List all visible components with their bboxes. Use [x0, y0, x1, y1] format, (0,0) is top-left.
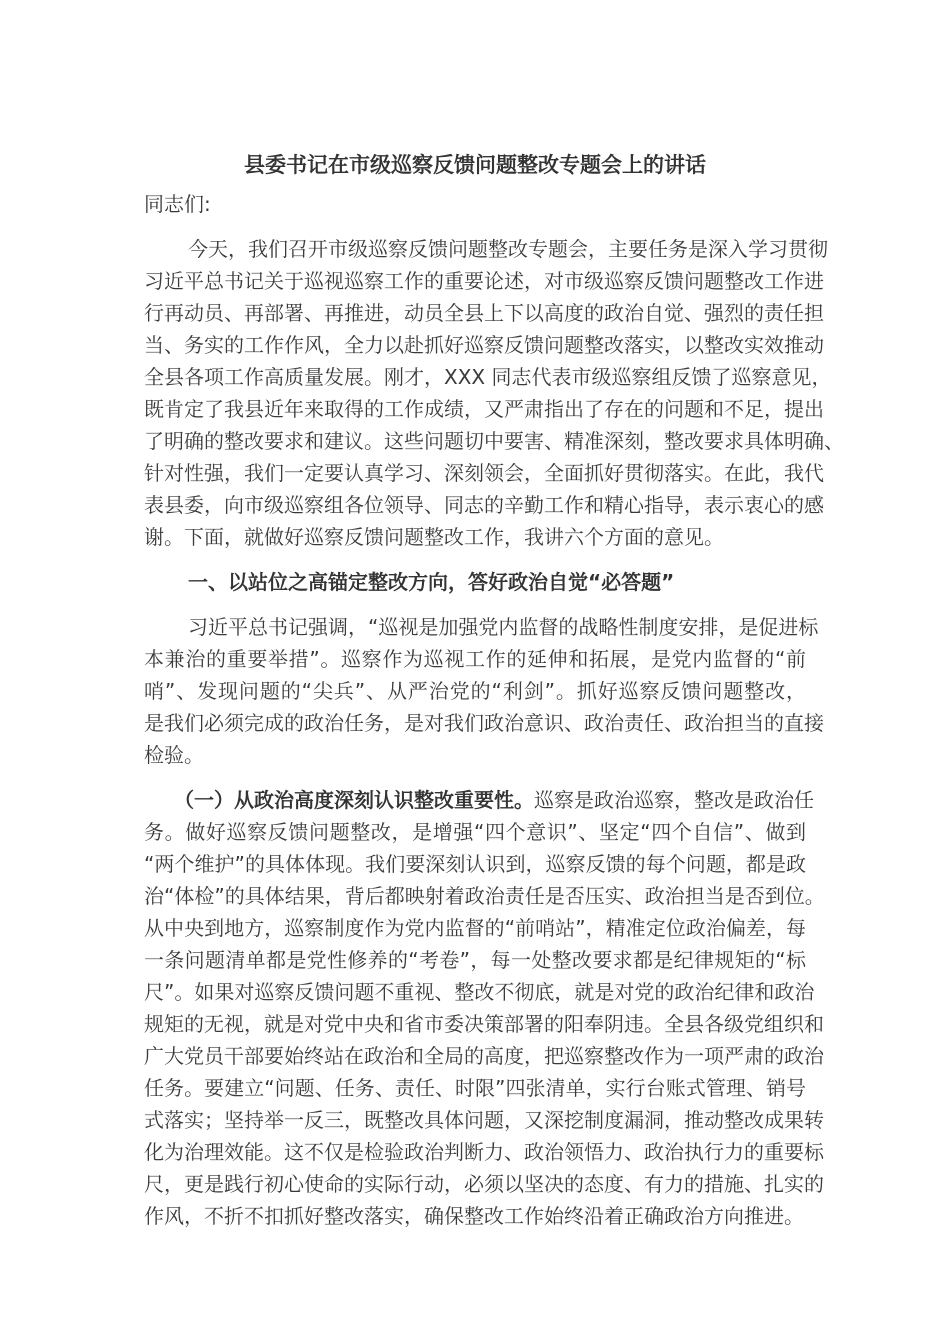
text-line: 哨”、发现问题的“尖兵”、从严治党的“利剑”。抓好巡察反馈问题整改， — [144, 679, 806, 703]
text-line: 务。做好巡察反馈问题整改，是增强“四个意识”、坚定“四个自信”、做到 — [144, 820, 806, 844]
section-heading: 一、以站位之高锚定整改方向，答好政治自觉“必答题” — [188, 570, 675, 594]
paragraph-subsection1 — [144, 784, 825, 1232]
text-line: 治“体检”的具体结果，背后都映射着政治责任是否压实、政治担当是否到位。 — [144, 884, 825, 908]
text-line: 行再动员、再部署、再推进，动员全县上下以高度的政治自觉、强烈的责任担 — [144, 301, 824, 325]
document-page — [144, 148, 844, 1232]
text-line: 尺，更是践行初心使命的实际行动，必须以坚决的态度、有力的措施、扎实的 — [144, 1172, 824, 1196]
text-line: 习近平总书记强调，“巡视是加强党内监督的战略性制度安排，是促进标 — [188, 615, 819, 639]
text-line: 广大党员干部要始终站在政治和全局的高度，把巡察整改作为一项严肃的政治 — [144, 1044, 824, 1068]
text-line: 表县委，向市级巡察组各位领导、同志的辛勤工作和精心指导，表示衷心的感 — [144, 493, 824, 517]
text-line: 规矩的无视，就是对党中央和省市委决策部署的阳奉阴违。全县各级党组织和 — [144, 1012, 824, 1036]
text-line: 今天，我们召开市级巡察反馈问题整改专题会，主要任务是深入学习贯彻 — [188, 237, 828, 261]
salutation: 同志们: — [144, 192, 211, 216]
text-line: 化为治理效能。这不仅是检验政治判断力、政治领悟力、政治执行力的重要标 — [144, 1140, 824, 1164]
text-line: 作风，不折不扣抓好整改落实，确保整改工作始终沿着正确政治方向推进。 — [144, 1204, 804, 1228]
text-line: 当、务实的工作作风，全力以赴抓好巡察反馈问题整改落实，以整改实效推动 — [144, 333, 824, 357]
text-line: 全县各项工作高质量发展。刚才，XXX 同志代表市级巡察组反馈了巡察意见， — [144, 365, 832, 389]
text-line: 习近平总书记关于巡视巡察工作的重要论述，对市级巡察反馈问题整改工作进 — [144, 269, 824, 293]
text-line: 谢。下面，就做好巡察反馈问题整改工作，我讲六个方面的意见。 — [144, 525, 724, 549]
text-line: 是我们必须完成的政治任务，是对我们政治意识、政治责任、政治担当的直接 — [144, 711, 824, 735]
paragraph-section1 — [144, 611, 824, 771]
text-line — [144, 784, 814, 816]
text-line: 针对性强，我们一定要认真学习、深刻领会，全面抓好贯彻落实。在此，我代 — [144, 461, 824, 485]
text-line: 尺”。如果对巡察反馈问题不重视、整改不彻底，就是对党的政治纪律和政治 — [144, 980, 815, 1004]
text-line: 式落实；坚持举一反三，既整改具体问题，又深挖制度漏洞，推动整改成果转 — [144, 1108, 824, 1132]
document-title: 县委书记在市级巡察反馈问题整改专题会上的讲话 — [244, 153, 706, 177]
text-line: 一条问题清单都是党性修养的“考卷”，每一处整改要求都是纪律规矩的“标 — [144, 948, 806, 972]
text-line: 任务。要建立“问题、任务、责任、时限”四张清单，实行台账式管理、销号 — [144, 1076, 806, 1100]
text-line: 检验。 — [144, 743, 204, 767]
text-line: 既肯定了我县近年来取得的工作成绩，又严肃指出了存在的问题和不足，提出 — [144, 397, 824, 421]
subsection-heading: （一）从政治高度深刻认识整改重要性。 — [174, 788, 534, 812]
text-line: 本兼治的重要举措”。巡察作为巡视工作的延伸和拓展，是党内监督的“前 — [144, 647, 806, 671]
text-line: 从中央到地方，巡察制度作为党内监督的“前哨站”，精准定位政治偏差，每 — [144, 916, 806, 940]
text-run: 巡察是政治巡察，整改是政治任 — [534, 788, 814, 812]
paragraph-intro — [144, 233, 844, 553]
text-line: 了明确的整改要求和建议。这些问题切中要害、精准深刻，整改要求具体明确、 — [144, 429, 844, 453]
text-line: “两个维护”的具体体现。我们要深刻认识到，巡察反馈的每个问题，都是政 — [144, 852, 806, 876]
